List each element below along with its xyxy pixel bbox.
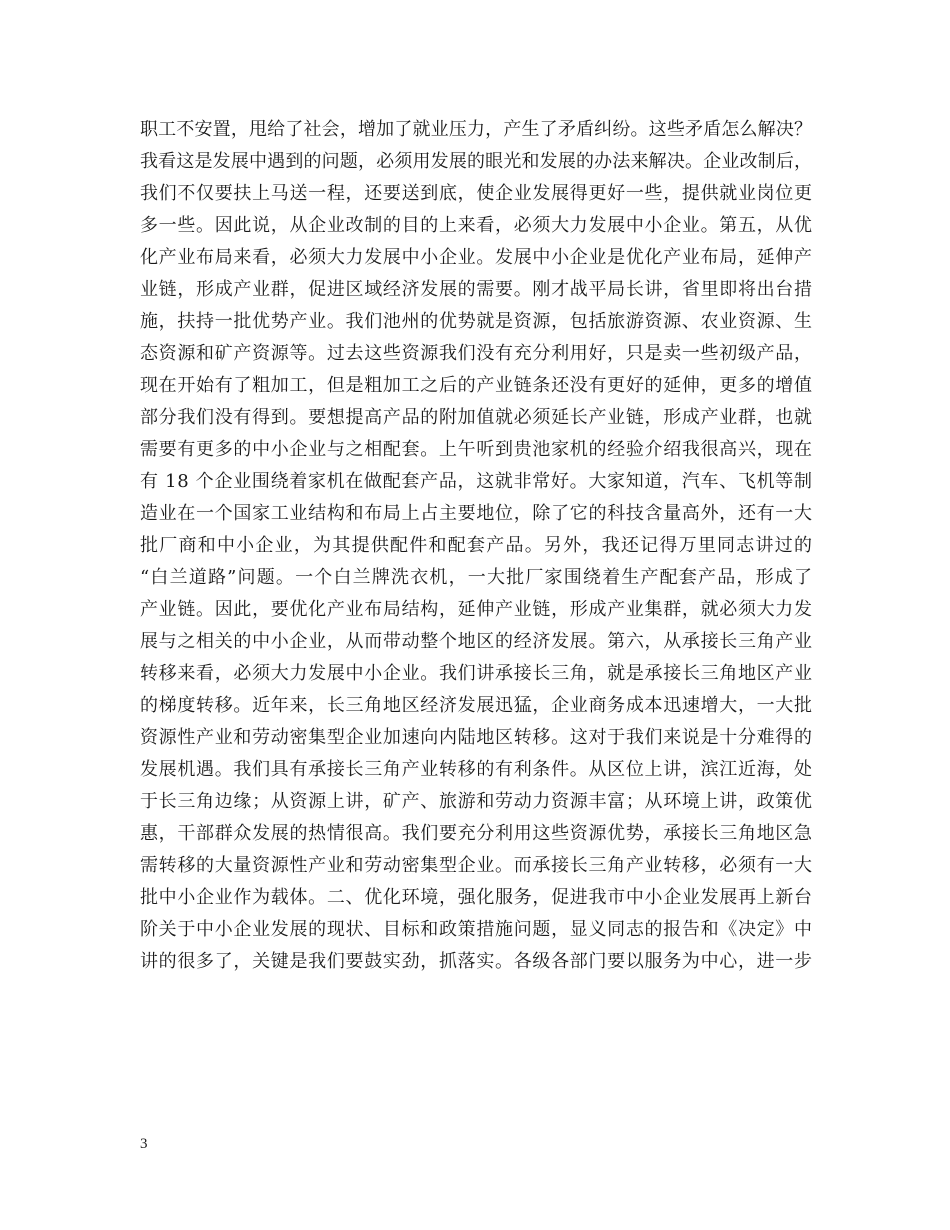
text-line: 态资源和矿产资源等。过去这些资源我们没有充分利用好，只是卖一些初级产品， — [140, 343, 813, 364]
text-line: 现在开始有了粗加工，但是粗加工之后的产业链条还没有更好的延伸，更多的增值 — [140, 375, 813, 396]
text-line: 造业在一个国家工业结构和布局上占主要地位，除了它的科技含量高外，还有一大 — [140, 503, 813, 524]
text-line: 部分我们没有得到。要想提高产品的附加值就必须延长产业链，形成产业群，也就 — [140, 407, 813, 428]
text-line: 职工不安置，甩给了社会，增加了就业压力，产生了矛盾纠纷。这些矛盾怎么解决？ — [140, 119, 813, 140]
text-line: 展与之相关的中小企业，从而带动整个地区的经济发展。第六，从承接长三角产业 — [140, 631, 813, 652]
text-line: 批中小企业作为载体。二、优化环境，强化服务，促进我市中小企业发展再上新台 — [140, 887, 813, 908]
body-text — [140, 114, 812, 978]
text-line: 化产业布局来看，必须大力发展中小企业。发展中小企业是优化产业布局，延伸产 — [140, 247, 813, 268]
text-line: 批厂商和中小企业，为其提供配件和配套产品。另外，我还记得万里同志讲过的 — [140, 535, 814, 556]
text-line: 我们不仅要扶上马送一程，还要送到底，使企业发展得更好一些，提供就业岗位更 — [140, 183, 813, 204]
text-line: 需转移的大量资源性产业和劳动密集型企业。而承接长三角产业转移，必须有一大 — [140, 855, 813, 876]
page-number: 3 — [140, 1136, 148, 1152]
text-line: 我看这是发展中遇到的问题，必须用发展的眼光和发展的办法来解决。企业改制后， — [140, 151, 813, 172]
text-line: 讲的很多了，关键是我们要鼓实劲，抓落实。各级各部门要以服务为中心，进一步 — [140, 951, 813, 972]
text-line: 于长三角边缘；从资源上讲，矿产、旅游和劳动力资源丰富；从环境上讲，政策优 — [140, 791, 813, 812]
text-line: 多一些。因此说，从企业改制的目的上来看，必须大力发展中小企业。第五，从优 — [140, 215, 813, 236]
text-line: 惠，干部群众发展的热情很高。我们要充分利用这些资源优势，承接长三角地区急 — [140, 823, 813, 844]
text-line: 需要有更多的中小企业与之相配套。上午听到贵池家机的经验介绍我很高兴，现在 — [140, 439, 813, 460]
text-line: 发展机遇。我们具有承接长三角产业转移的有利条件。从区位上讲，滨江近海，处 — [140, 759, 813, 780]
text-line: 资源性产业和劳动密集型企业加速向内陆地区转移。这对于我们来说是十分难得的 — [140, 727, 813, 748]
text-line: 阶关于中小企业发展的现状、目标和政策措施问题，显义同志的报告和《决定》中 — [140, 919, 813, 940]
text-line: 有 18 个企业围绕着家机在做配套产品，这就非常好。大家知道，汽车、飞机等制 — [140, 471, 813, 492]
text-line: “白兰道路”问题。一个白兰牌洗衣机，一大批厂家围绕着生产配套产品，形成了 — [140, 567, 814, 588]
text-line: 业链，形成产业群，促进区域经济发展的需要。刚才战平局长讲，省里即将出台措 — [140, 279, 813, 300]
text-line: 施，扶持一批优势产业。我们池州的优势就是资源，包括旅游资源、农业资源、生 — [140, 311, 813, 332]
text-line: 产业链。因此，要优化产业布局结构，延伸产业链，形成产业集群，就必须大力发 — [140, 599, 813, 620]
text-line: 的梯度转移。近年来，长三角地区经济发展迅猛，企业商务成本迅速增大，一大批 — [140, 695, 813, 716]
text-line: 转移来看，必须大力发展中小企业。我们讲承接长三角，就是承接长三角地区产业 — [140, 663, 813, 684]
